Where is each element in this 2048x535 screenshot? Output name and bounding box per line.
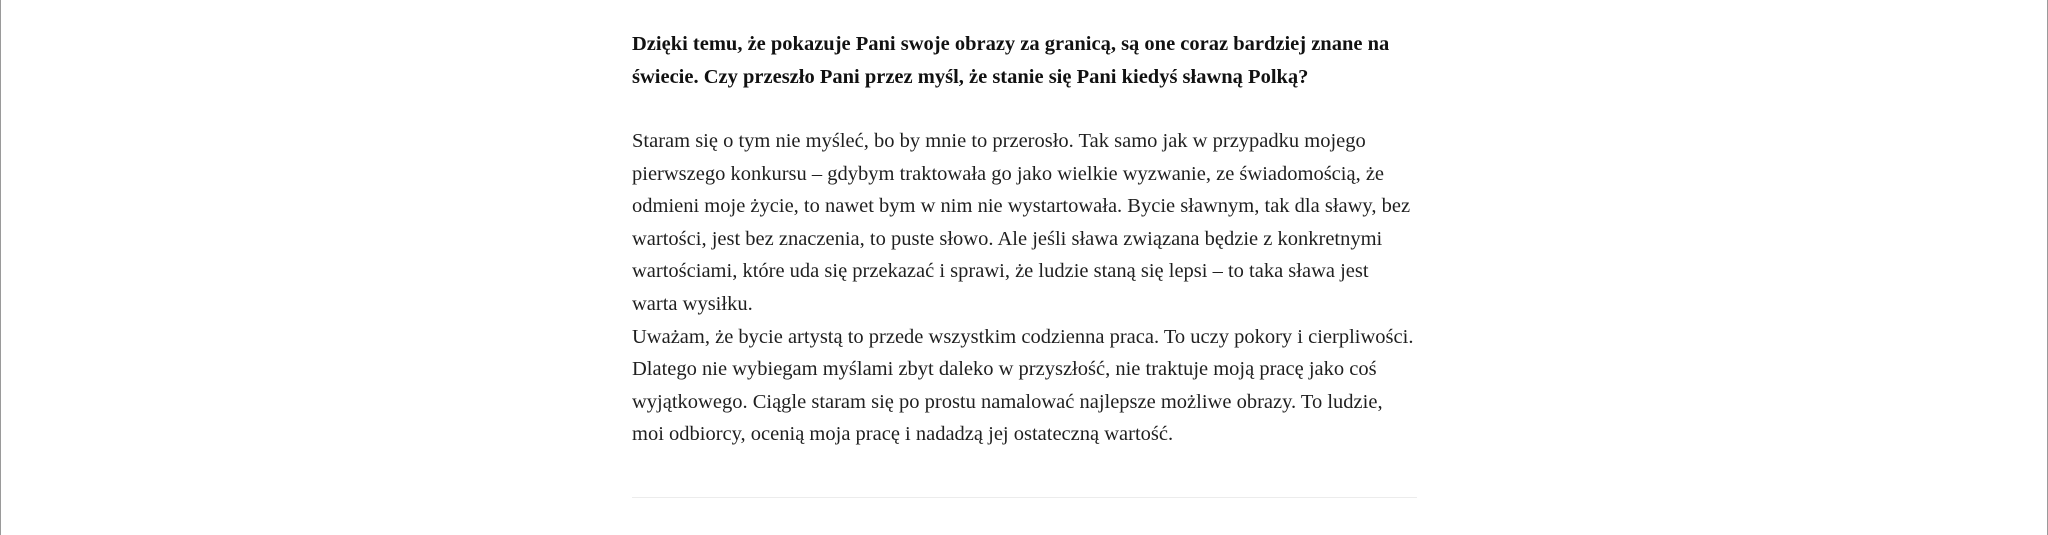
interview-answer bbox=[632, 125, 1417, 451]
section-divider bbox=[632, 497, 1417, 498]
answer-paragraph-1: Staram się o tym nie myśleć, bo by mnie to przerosło. Tak samo jak w przypadku mojego pierwszego konkursu – gdybym traktowała go jako wielkie wyzwanie, ze świadomością, że odmieni moje życie, to nawet bym w nim nie wystartowała. Bycie sławnym, tak dla sławy, bez wartości, jest bez znaczenia, to puste słowo. Ale jeśli sława związana będzie z konkretnymi wartościami, które uda się przekazać i sprawi, że ludzie staną się lepsi – to taka sława jest warta wysiłku. bbox=[632, 130, 1411, 315]
answer-paragraph-2: Uważam, że bycie artystą to przede wszystkim codzienna praca. To uczy pokory i cierpliwości. Dlatego nie wybiegam myślami zbyt daleko w przyszłość, nie traktuje moją pracę jako coś wyjątkowego. Ciągle staram się po prostu namalować najlepsze możliwe obrazy. To ludzie, moi odbiorcy, ocenią moja pracę i nadadzą jej ostateczną wartość. bbox=[632, 325, 1414, 446]
window-left-border bbox=[0, 0, 1, 535]
article-body bbox=[632, 28, 1417, 451]
interview-question: Dzięki temu, że pokazuje Pani swoje obrazy za granicą, są one coraz bardziej znane na świecie. Czy przeszło Pani przez myśl, że stanie się Pani kiedyś sławną Polką? bbox=[632, 33, 1390, 88]
